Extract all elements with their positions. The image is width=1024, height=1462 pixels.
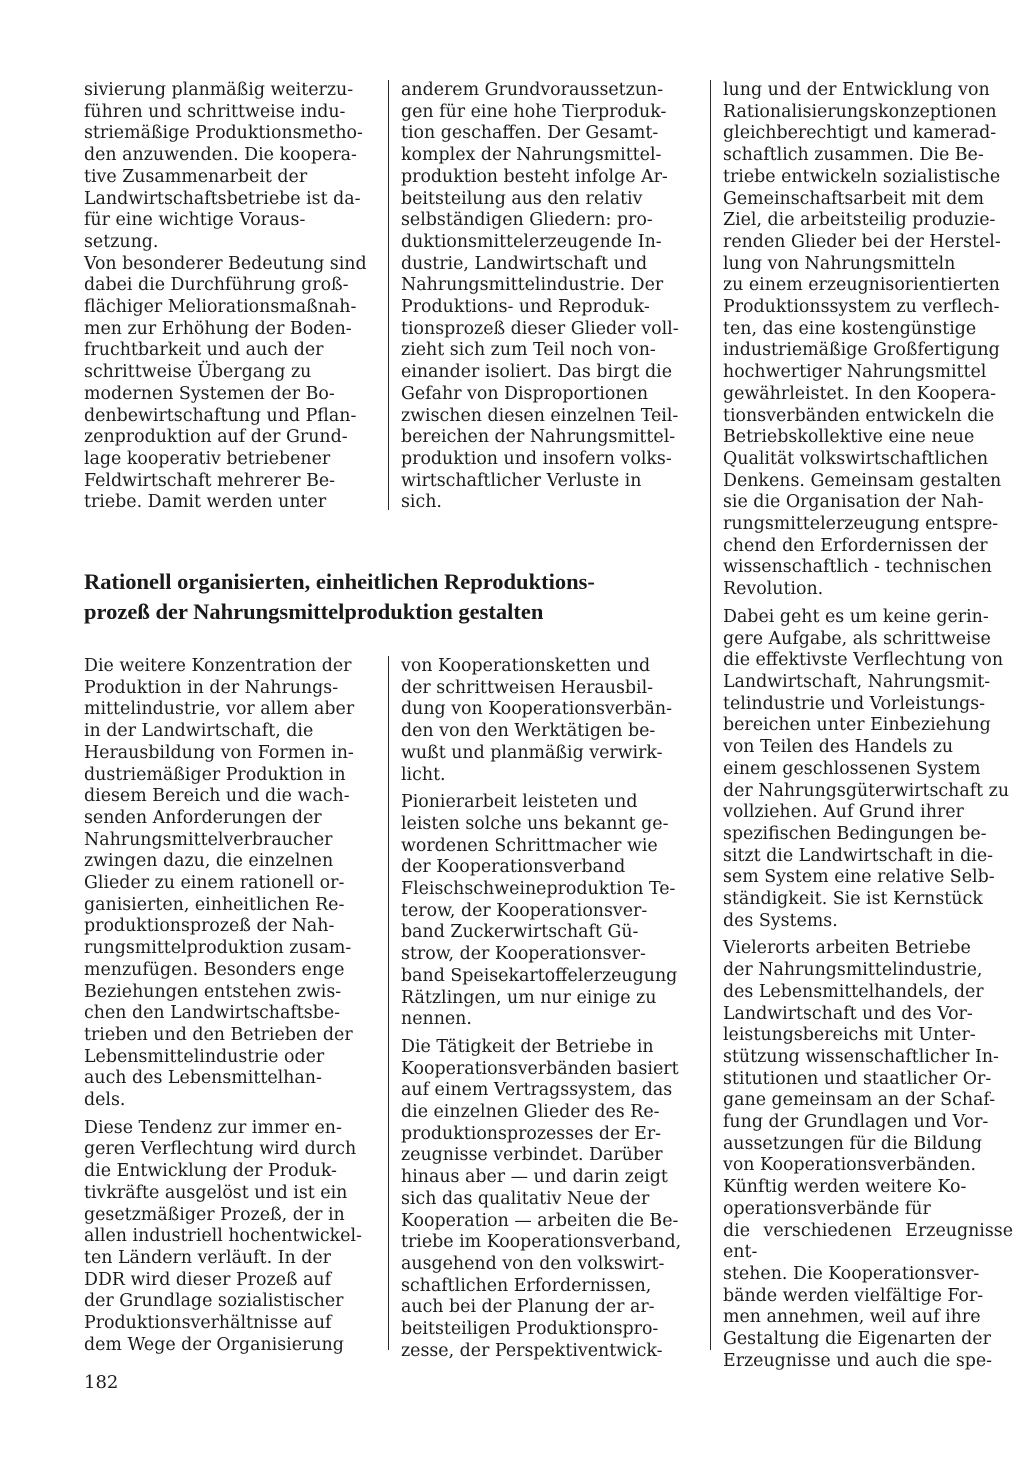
paragraph: anderem Grundvoraussetzun- gen für eine hohe Tierproduk- tion geschaffen. Der Gesamt- komplex der Nahrungsmittel- produktion besteht infolge Ar- beitsteilung aus den relativ selbständigen Gliedern: pro- duktionsmittelerzeugende In- dustrie, Landwirtschaft und Nahrungsmittelindustrie. Der Produktions- und Reproduk- tionsprozeß dieser Glieder voll- zieht sich zum Teil noch von- einander isoliert. Das birgt die Gefahr von Disproportionen zwischen diesen einzelnen Teil- bereichen der Nahrungsmittel- produktion und insofern volks- wirtschaftlicher Verluste in sich. [401, 80, 679, 513]
column-divider [710, 80, 711, 1350]
paragraph: Vielerorts arbeiten Betriebe der Nahrungsmittelindustrie, des Lebensmittelhandels, der Landwirtschaft und des Vor- leistungsbereichs mit Unter- stützung wissenschaftlicher In- stitutionen und staatlicher Or- gane gemeinsam an der Schaf- fung der Grundlagen und Vor- aussetzungen für die Bildung von Kooperationsverbänden. Künftig werden weitere Ko- operationsverbände für die verschiedenen Erzeugnisse ent- stehen. Die Kooperationsver- bände werden vielfältige For- men annehmen, weil auf ihre Gestaltung die Eigenarten der Erzeugnisse und auch die spe- [723, 938, 1013, 1371]
paragraph: lung und der Entwicklung von Rationalisierungskonzeptionen gleichberechtigt und kamerad- schaftlich zusammen. Die Be- triebe entwickeln sozialistische Gemeinschaftsarbeit mit dem Ziel, die arbeitsteilig produzie- renden Glieder bei der Herstel- lung von Nahrungsmitteln zu einem erzeugnisorientierten Produktionssystem zu verflech- ten, das eine kostengünstige industriemäßige Großfertigung hochwertiger Nahrungsmittel gewährleistet. In den Koopera- tionsverbänden entwickeln die Betriebskollektive eine neue Qualität volkswirtschaftlichen Denkens. Gemeinsam gestalten sie die Organisation der Nah- rungsmittelerzeugung entspre- chend den Erfordernissen der wissenschaftlich - technischen Revolution. [723, 80, 1002, 600]
paragraph: Dabei geht es um keine gerin- gere Aufgabe, als schrittweise die effektivste Verflechtung von Landwirtschaft, Nahrungsmit- telindustrie und Vorleistungs- bereichen unter Einbeziehung von Teilen des Handels zu einem geschlossenen System der Nahrungsgüterwirtschaft zu vollziehen. Auf Grund ihrer spezifischen Bedingungen be- sitzt die Landwirtschaft in die- sem System eine relative Selb- ständigkeit. Sie ist Kernstück des Systems. [723, 606, 1010, 931]
top-column-1 [84, 80, 374, 514]
top-column-2 [401, 80, 691, 514]
paragraph: Die weitere Konzentration der Produktion in der Nahrungs- mittelindustrie, vor allem aber in der Landwirtschaft, die Herausbildung von Formen in- dustriemäßiger Produktion in diesem Bereich und die wach- senden Anforderungen der Nahrungsmittelverbraucher zwingen dazu, die einzelnen Glieder zu einem rationell or- ganisierten, einheitlichen Re- produktionsprozeß der Nah- rungsmittelproduktion zusam- menzufügen. Besonders enge Beziehungen entstehen zwis- chen den Landwirtschaftsbe- trieben und den Betrieben der Lebensmittelindustrie oder auch des Lebensmittelhan- dels. [84, 656, 355, 1111]
bottom-column-2 [401, 656, 691, 1363]
page-number: 182 [84, 1372, 119, 1393]
column-divider [388, 80, 389, 510]
column-divider [388, 656, 389, 1350]
paragraph: Die Tätigkeit der Betriebe in Kooperationsverbänden basiert auf einem Vertragssystem, das die einzelnen Glieder des Re- produktionsprozesses der Er- zeugnisse verbindet. Darüber hinaus aber — und darin zeigt sich das qualitativ Neue der Kooperation — arbeiten die Be- triebe im Kooperationsverband, ausgehend von den volkswirt- schaftlichen Erfordernissen, auch bei der Planung der ar- beitsteiligen Produktionspro- zesse, der Perspektiventwick- [401, 1036, 682, 1361]
paragraph: Diese Tendenz zur immer en- geren Verflechtung wird durch die Entwicklung der Produk- tivkräfte ausgelöst und ist ein gesetzmäßiger Prozeß, der in allen industriell hochentwickel- ten Ländern verläuft. In der DDR wird dieser Prozeß auf der Grundlage sozialistischer Produktionsverhältnisse auf dem Wege der Organisierung [84, 1117, 362, 1355]
paragraph: Pionierarbeit leisteten und leisten solche uns bekannt ge- wordenen Schrittmacher wie der Kooperationsverband Fleischschweineproduktion Te- terow, der Kooperationsver- band Zuckerwirtschaft Gü- strow, der Kooperationsver- band Speisekartoffelerzeugung Rätzlingen, um nur einige zu nennen. [401, 792, 678, 1030]
paragraph: von Kooperationsketten und der schrittweisen Herausbil- dung von Kooperationsverbän- den von den Werktätigen be- wußt und planmäßig verwirk- licht. [401, 656, 672, 785]
bottom-column-1 [84, 656, 374, 1357]
paragraph: sivierung planmäßig weiterzu- führen und schrittweise indu- striemäßige Produktionsmetho- den anzuwenden. Die koopera- tive Zusammenarbeit der Landwirtschaftsbetriebe ist da- für eine wichtige Voraus- setzung. Von besonderer Bedeutung sind dabei die Durchführung groß- flächiger Meliorationsmaßnah- men zur Erhöhung der Boden- fruchtbarkeit und auch der schrittweise Übergang zu modernen Systemen der Bo- denbewirtschaftung und Pflan- zenproduktion auf der Grund- lage kooperativ betriebener Feldwirtschaft mehrerer Be- triebe. Damit werden unter [84, 80, 367, 513]
column-3 [723, 80, 1013, 1372]
section-heading: Rationell organisierten, einheitlichen Reproduktions- prozeß der Nahrungsmittelproduktion gestalten [84, 569, 595, 624]
